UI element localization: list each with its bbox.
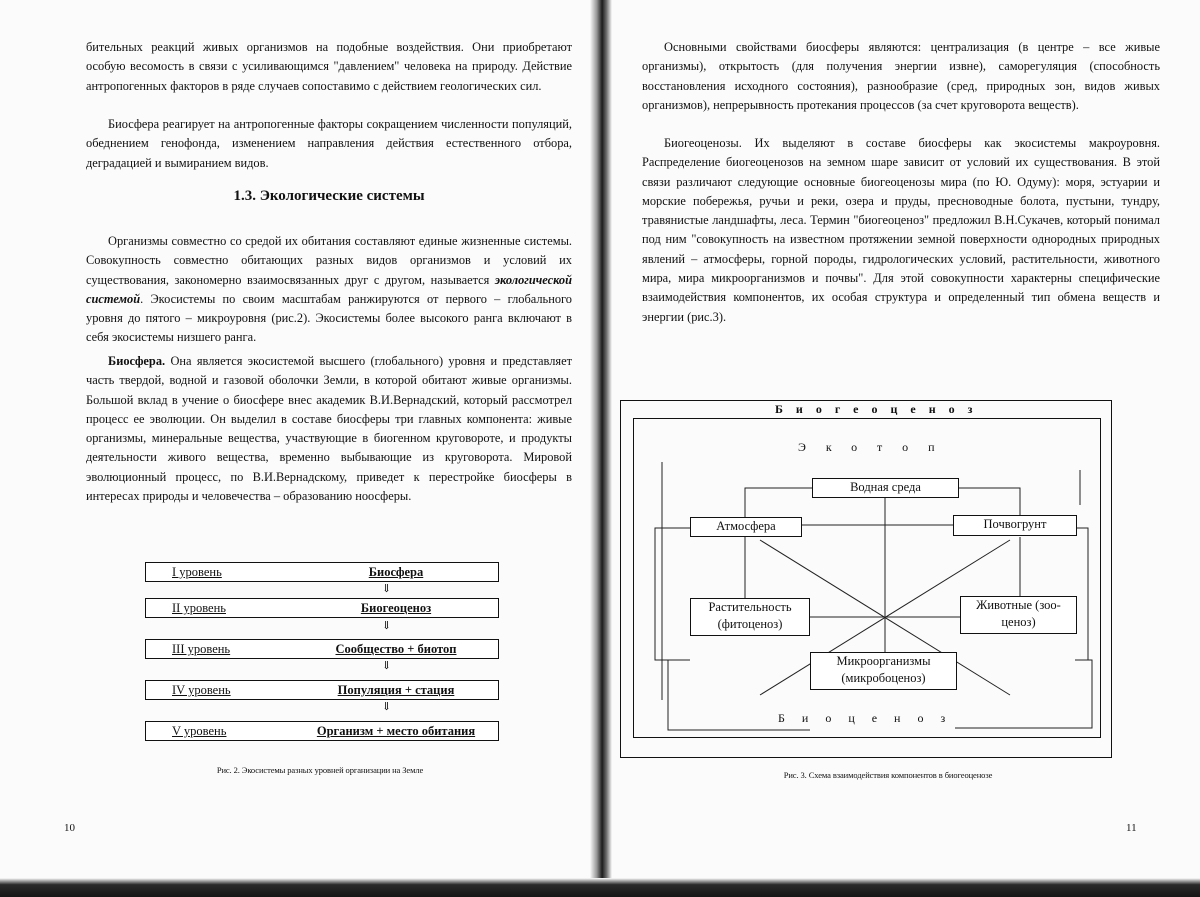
water-label: Водная среда xyxy=(850,480,921,494)
level-arrow-2: ⇓ xyxy=(382,620,392,632)
page-number-left: 10 xyxy=(64,822,75,834)
level-value-4: Популяция + стация xyxy=(337,683,455,697)
soil-box xyxy=(953,515,1077,536)
biosphere-text: Она является экосистемой высшего (глобального) уровня и представляет часть твердой, водной и газовой оболочки Земли, в которой обитают живые организмы. Большой вклад в учение о биосфере внес академик В.И.Вернадский, который рассмотрел процесс ее эволюции. Он выделил в составе биосферы три главных компонента: живые организмы, минеральные вещества, участвующие в биогенном круговороте, и продукты деятельности живого вещества, временно выбывающие из круговорота. Мировой эволюционный процесс, по В.И.Вернадскому, приведет к перестройке биосферы в интересах природы и человечества – образованию ноосферы. xyxy=(86,354,572,504)
paragraph-anthropogenic: Биосфера реагирует на антропогенные факторы сокращением численности популяций, обеднением генофонда, изменением направления действия естественного отбора, деградацией и вымиранием видов. xyxy=(86,117,572,170)
microorganisms-box xyxy=(810,652,957,690)
level-value-2: Биогеоценоз xyxy=(360,601,432,615)
animals-label-line2: ценоз) xyxy=(1001,615,1036,629)
ecotope-label: Экотоп xyxy=(798,440,955,454)
section-heading: 1.3. Экологические системы xyxy=(233,188,425,204)
paragraph-properties: Основными свойствами биосферы являются: централизация (в центре – все живые организмы), открытость (для получения энергии извне), саморегуляция (способность восстановления исходного состояния), разнообразие (сред, природных зон, видов живых организмов), непрерывность протекания процессов (за счет круговорота веществ). xyxy=(642,40,1160,112)
level-arrow-3: ⇓ xyxy=(382,660,392,672)
soil-label: Почвогрунт xyxy=(983,517,1047,531)
level-label-1: I уровень xyxy=(172,565,222,579)
atmosphere-box xyxy=(690,517,802,537)
biogeocenosis-label: Биогеоценоз xyxy=(775,402,986,416)
level-arrow-4: ⇓ xyxy=(382,701,392,713)
animals-label-line1: Животные (зоо- xyxy=(976,598,1061,612)
level-arrow-1: ⇓ xyxy=(382,583,392,595)
plants-box xyxy=(690,598,810,636)
figure-3-caption: Рис. 3. Схема взаимодействия компонентов в биогеоценозе xyxy=(783,770,993,780)
ecosystems-text-before: Организмы совместно со средой их обитания составляют единые жизненные системы. Совокупность совместно обитающих разных видов организмов и условий их существования, закономерно взаимосвязанных друг с другом, называется xyxy=(86,234,572,287)
level-value-3: Сообщество + биотоп xyxy=(335,642,457,656)
microorganisms-label-line1: Микроорганизмы xyxy=(836,654,931,668)
microorganisms-label-line2: (микробоценоз) xyxy=(841,671,926,685)
water-box xyxy=(812,478,959,498)
scan-bottom-edge xyxy=(0,878,1200,897)
level-label-5: V уровень xyxy=(172,724,227,738)
biosphere-term: Биосфера. xyxy=(108,354,166,368)
animals-box xyxy=(960,596,1077,634)
page-number-right: 11 xyxy=(1126,822,1137,834)
plants-label-line1: Растительность xyxy=(708,600,792,614)
figure-2-caption: Рис. 2. Экосистемы разных уровней организации на Земле xyxy=(216,765,424,775)
level-label-4: IV уровень xyxy=(172,683,231,697)
level-label-3: III уровень xyxy=(172,642,231,656)
level-value-5: Организм + место обитания xyxy=(316,724,476,738)
ecosystems-text-after: . Экосистемы по своим масштабам ранжируются от первого – глобального уровня до пятого – микроуровня (рис.2). Экосистемы более высокого ранга включают в себя экосистемы низшего ранга. xyxy=(86,291,572,345)
biocenosis-label: Биоценоз xyxy=(778,711,963,725)
level-value-1: Биосфера xyxy=(368,565,424,579)
paragraph-biogeocenoses: Биогеоценозы. Их выделяют в составе биосферы как экосистемы макроуровня. Распределение биогеоценозов на земном шаре зависит от условий их существования. В этой связи различают следующие основные биогеоценозы мира (по Ю. Одуму): моря, эстуарии и морские побережья, ручьи и реки, озера и пруды, пресноводные болота, пустыни, тундру, травянистые ландшафты, леса. Термин "биогеоценоз" предложил В.Н.Сукачев, который понимал под ним "совокупность на известном протяжении земной поверхности однородных природных явлений – атмосферы, горной породы, гидрологических условий, растительности, животного мира, мира микроорганизмов и почвы". Для этой совокупности характерны специфические взаимодействия компонентов, их особая структура и определенный тип обмена веществ и энергии (рис.3). xyxy=(642,136,1160,324)
paragraph-intro-continued: бительных реакций живых организмов на подобные воздействия. Они приобретают особую весомость в связи с усиливающимся "давлением" человека на природу. Действие антропогенных факторов в ряде случаев сопоставимо с действием геологических сил. xyxy=(86,40,572,93)
level-label-2: II уровень xyxy=(172,601,226,615)
ecosystem-term: экологической системой xyxy=(86,272,572,306)
plants-label-line2: (фитоценоз) xyxy=(717,617,783,631)
atmosphere-label: Атмосфера xyxy=(716,519,776,533)
